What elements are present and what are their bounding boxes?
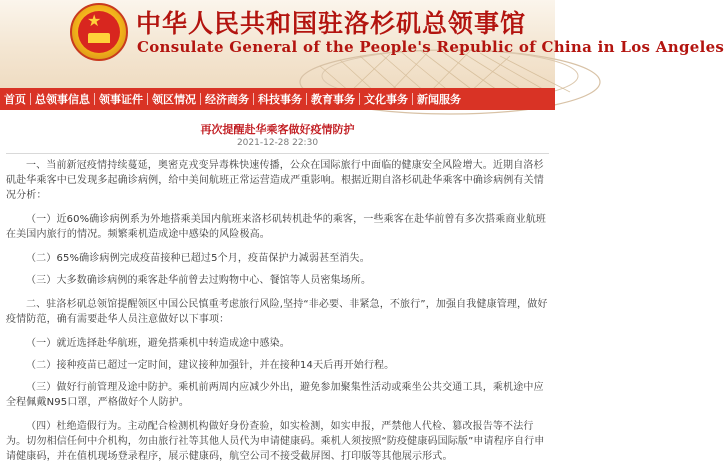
article-paragraph: （三）大多数确诊病例的乘客赴华前曾去过购物中心、餐馆等人员密集场所。 <box>26 275 372 286</box>
site-title-en: Consulate General of the People's Republic of China in Los Angeles <box>137 38 724 56</box>
article-paragraph: （三）做好行前管理及途中防护。乘机前两周内应减少外出，避免参加聚集性活动或乘坐公共交通工具，乘机途中应全程佩戴N95口罩，严格做好个人防护。 <box>6 382 544 408</box>
header-banner <box>0 0 724 88</box>
nav-economic-commerce[interactable]: 经济商务 <box>205 93 249 106</box>
nav-consular-documents[interactable]: 领事证件 <box>99 93 143 106</box>
article-paragraph: （一）就近选择赴华航班，避免搭乘机中转造成途中感染。 <box>26 338 290 349</box>
article-datetime: 2021-12-28 22:30 <box>236 138 319 148</box>
nav-consular-district[interactable]: 领区情况 <box>152 93 196 106</box>
title-divider <box>6 153 549 154</box>
article-paragraph: （二）65%确诊病例完成疫苗接种已超过5个月，疫苗保护力减弱甚至消失。 <box>26 253 370 264</box>
nav-home[interactable]: 首页 <box>4 93 26 106</box>
article-paragraph: （二）接种疫苗已超过一定时间，建议接种加强针，并在接种14天后再开始行程。 <box>26 360 395 371</box>
national-emblem-icon: ★ <box>70 3 128 61</box>
article-paragraph: 一、当前新冠疫情持续蔓延，奥密克戎变异毒株快速传播，公众在国际旅行中面临的健康安全风险增大。近期自洛杉矶赴华乘客中已发现多起确诊病例，给中美间航班正常运营造成严重影响。根据近期自洛杉矶赴华乘客中确诊病例有关情况分析： <box>6 160 544 201</box>
article-paragraph: （四）杜绝造假行为。主动配合检测机构做好身份查验，如实检测，如实申报，严禁他人代检、篡改报告等不法行为。切勿相信任何中介机构，勿由旅行社等其他人员代为申请健康码。乘机人须按照“防疫健康码国际版”申请程序自行申请健康码，并在值机现场登录程序，展示健康码，航空公司不接受截屏图、打印版等其他展示形式。 <box>6 421 545 462</box>
nav-education[interactable]: 教育事务 <box>311 93 355 106</box>
main-nav <box>0 88 555 110</box>
site-title-cn: 中华人民共和国驻洛杉矶总领事馆 <box>136 9 527 38</box>
article-paragraph: （一）近60%确诊病例系为外地搭乘美国内航班来洛杉矶转机赴华的乘客，一些乘客在赴华前曾有多次搭乘商业航班在美国内旅行的情况。频繁乘机造成途中感染的风险极高。 <box>6 214 547 240</box>
nav-news-service[interactable]: 新闻服务 <box>417 93 461 106</box>
article-body <box>6 158 549 463</box>
article-title: 再次提醒赴华乘客做好疫情防护 <box>200 123 355 136</box>
nav-science-tech[interactable]: 科技事务 <box>258 93 302 106</box>
nav-consul-general-info[interactable]: 总领事信息 <box>35 93 90 106</box>
article-paragraph: 二、驻洛杉矶总领馆提醒领区中国公民慎重考虑旅行风险,坚持“非必要、非紧急，不旅行”，加强自我健康管理，做好疫情防范，确有需要赴华人员注意做好以下事项： <box>6 299 548 325</box>
nav-culture[interactable]: 文化事务 <box>364 93 408 106</box>
